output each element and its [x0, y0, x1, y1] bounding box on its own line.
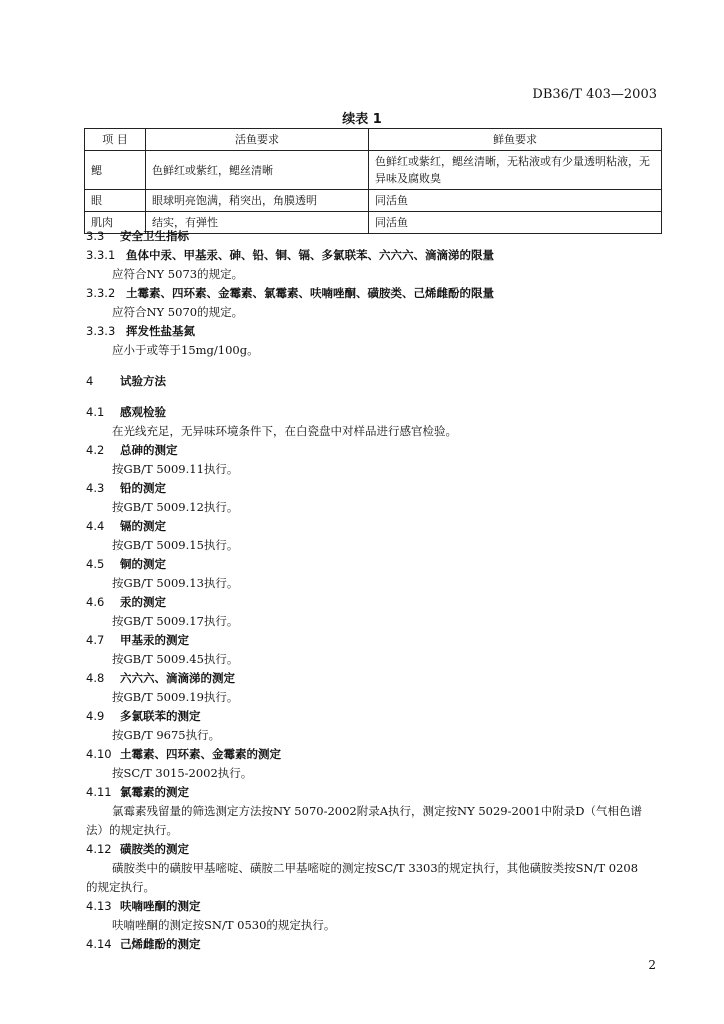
section-number: 4.14 — [86, 937, 112, 951]
section-gap — [86, 360, 660, 372]
section-paragraph: 在光线充足，无异味环境条件下，在白瓷盘中对样品进行感官检验。 — [112, 424, 457, 438]
section-paragraph: 的规定执行。 — [86, 880, 155, 894]
section-heading — [86, 593, 660, 612]
section-heading — [86, 669, 660, 688]
section-paragraph: 按GB/T 5009.12执行。 — [112, 500, 239, 514]
section-paragraph: 应符合NY 5073的规定。 — [112, 267, 244, 281]
section-number: 3.3.2 — [86, 286, 116, 300]
section-paragraph: 应小于或等于15mg/100g。 — [112, 343, 259, 357]
section-number: 4.8 — [86, 671, 105, 685]
table-title: 续表 1 — [342, 112, 382, 127]
section-heading — [86, 227, 660, 246]
section-number: 3.3.1 — [86, 248, 116, 262]
table-row — [85, 151, 662, 190]
section-number: 4.4 — [86, 519, 105, 533]
section-number: 4.3 — [86, 481, 105, 495]
sensory-requirements-table — [84, 128, 662, 234]
section-title: 感观检验 — [120, 405, 166, 419]
section-heading — [86, 284, 660, 303]
section-number: 4.11 — [86, 785, 112, 799]
section-heading — [86, 441, 660, 460]
section-paragraph: 按GB/T 5009.15执行。 — [112, 538, 239, 552]
section-title: 氯霉素的测定 — [120, 785, 189, 799]
section-heading — [86, 631, 660, 650]
section-number: 4.1 — [86, 405, 105, 419]
section-number: 3.3 — [86, 229, 105, 243]
section-paragraph: 应符合NY 5070的规定。 — [112, 305, 244, 319]
section-paragraph: 按GB/T 5009.11执行。 — [112, 462, 239, 476]
section-paragraph: 呋喃唑酮的测定按SN/T 0530的规定执行。 — [112, 918, 336, 932]
section-title: 六六六、滴滴涕的测定 — [120, 671, 235, 685]
section-heading — [86, 555, 660, 574]
section-number: 4.6 — [86, 595, 105, 609]
section-paragraph: 按GB/T 5009.17执行。 — [112, 614, 239, 628]
section-heading — [86, 897, 660, 916]
section-heading — [86, 783, 660, 802]
section-heading — [86, 403, 660, 422]
section-title: 铅的测定 — [120, 481, 166, 495]
section-title: 试验方法 — [120, 374, 166, 388]
section-paragraph: 法）的规定执行。 — [86, 823, 178, 837]
section-number: 4.7 — [86, 633, 105, 647]
section-heading — [86, 372, 660, 391]
section-heading — [86, 745, 660, 764]
section-number: 4 — [86, 374, 94, 388]
section-title: 呋喃唑酮的测定 — [120, 899, 201, 913]
table-row — [85, 190, 662, 212]
section-title: 安全卫生指标 — [120, 229, 189, 243]
table-header-row — [85, 129, 662, 151]
section-paragraph: 按GB/T 5009.45执行。 — [112, 652, 239, 666]
section-paragraph: 按SC/T 3015-2002执行。 — [112, 766, 253, 780]
table-cell-fresh: 同活鱼 — [369, 190, 662, 212]
section-title: 磺胺类的测定 — [120, 842, 189, 856]
section-paragraph: 磺胺类中的磺胺甲基嘧啶、磺胺二甲基嘧啶的测定按SC/T 3303的规定执行，其他磺胺类按SN/T 0208 — [112, 861, 639, 875]
section-heading — [86, 707, 660, 726]
section-number: 4.12 — [86, 842, 112, 856]
section-title: 土霉素、四环素、金霉素的测定 — [120, 747, 281, 761]
section-title: 多氯联苯的测定 — [120, 709, 201, 723]
section-gap — [86, 391, 660, 403]
page-number: 2 — [648, 958, 656, 972]
section-title: 总砷的测定 — [120, 443, 178, 457]
section-title: 土霉素、四环素、金霉素、氯霉素、呋喃唑酮、磺胺类、己烯雌酚的限量 — [126, 286, 494, 300]
table-header-live: 活鱼要求 — [146, 129, 369, 151]
section-number: 3.3.3 — [86, 324, 116, 338]
section-number: 4.2 — [86, 443, 105, 457]
section-heading — [86, 246, 660, 265]
section-title: 鱼体中汞、甲基汞、砷、铅、铜、镉、多氯联苯、六六六、滴滴涕的限量 — [126, 248, 494, 262]
table-cell-item: 肌肉 — [85, 212, 146, 234]
table-cell-fresh: 同活鱼 — [369, 212, 662, 234]
section-title: 汞的测定 — [120, 595, 166, 609]
section-title: 甲基汞的测定 — [120, 633, 189, 647]
table-header-item: 项 目 — [85, 129, 146, 151]
table-header-fresh: 鲜鱼要求 — [369, 129, 662, 151]
section-number: 4.13 — [86, 899, 112, 913]
table-cell-item: 眼 — [85, 190, 146, 212]
section-title: 己烯雌酚的测定 — [120, 937, 201, 951]
section-paragraph: 按GB/T 5009.19执行。 — [112, 690, 239, 704]
table-cell-fresh: 色鲜红或紫红，鳃丝清晰，无粘液或有少量透明粘液，无异味及腐败臭 — [369, 151, 662, 190]
table-cell-live: 眼球明亮饱满，稍突出，角膜透明 — [146, 190, 369, 212]
document-body — [86, 227, 660, 954]
section-paragraph: 氯霉素残留量的筛选测定方法按NY 5070-2002附录A执行，测定按NY 5029-2001中附录D（气相色谱 — [112, 804, 642, 818]
table-cell-live: 结实，有弹性 — [146, 212, 369, 234]
section-paragraph: 按GB/T 5009.13执行。 — [112, 576, 239, 590]
section-number: 4.5 — [86, 557, 105, 571]
section-paragraph: 按GB/T 9675执行。 — [112, 728, 221, 742]
section-heading — [86, 517, 660, 536]
section-number: 4.10 — [86, 747, 112, 761]
section-heading — [86, 322, 660, 341]
section-title: 铜的测定 — [120, 557, 166, 571]
standard-code: DB36/T 403—2003 — [532, 87, 657, 102]
table-cell-live: 色鲜红或紫红，鳃丝清晰 — [146, 151, 369, 190]
section-title: 挥发性盐基氮 — [126, 324, 195, 338]
table-cell-item: 鳃 — [85, 151, 146, 190]
section-number: 4.9 — [86, 709, 105, 723]
section-heading — [86, 479, 660, 498]
section-heading — [86, 840, 660, 859]
section-title: 镉的测定 — [120, 519, 166, 533]
section-heading — [86, 935, 660, 954]
